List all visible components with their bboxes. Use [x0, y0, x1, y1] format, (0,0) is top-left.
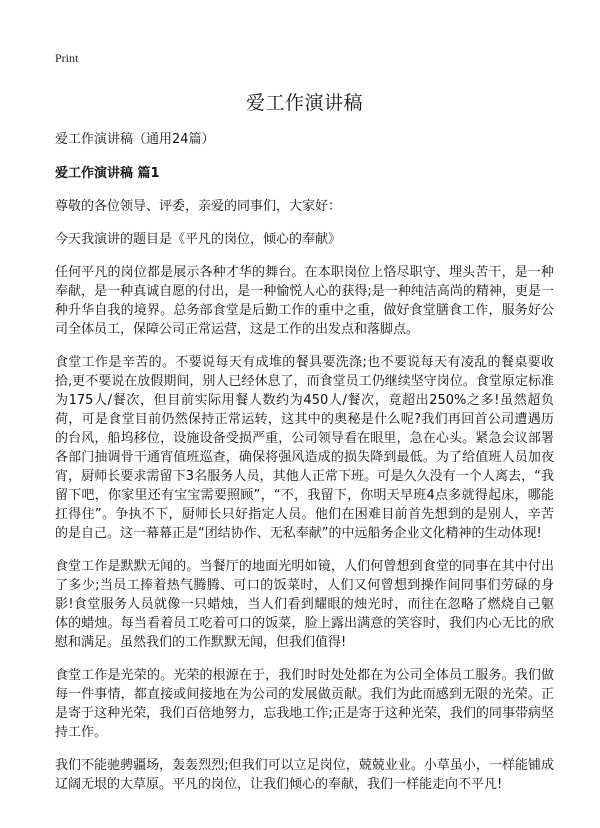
- body-paragraph: 食堂工作是默默无闻的。当餐厅的地面光明如镜，人们何曾想到食堂的同事在其中付出了多少;当员工捧着热气腾腾、可口的饭菜时，人们又何曾想到操作间同事们劳碌的身影!食堂服务人员就像一只蜡烛，当人们看到耀眼的烛光时，而往在忽略了燃烧自己躯体的蜡烛。每当看着员工吃着可口的饭菜，脸上露出满意的笑容时，我们内心无比的欣慰和满足。虽然我们的工作默默无闻，但我们值得!: [55, 559, 554, 650]
- body-paragraph: 食堂工作是辛苦的。不要说每天有成堆的餐具要洗涤;也不要说每天有凌乱的餐桌要收拾,更不要说在放假期间，别人已经休息了，而食堂员工仍继续坚守岗位。食堂原定标准为175人/餐次，但目前实际用餐人数约为450人/餐次，竟超出250%之多!虽然超负荷，可是食堂目前仍然保持正常运转，这其中的奥秘是什么呢?我们再回首公司遭遇历的台风，船坞移位，设施设备受损严重，公司领导看在眼里，急在心头。紧急会议部署各部门抽调骨干通宵值班巡查，确保将强风造成的损失降到最低。为了给值班人员加夜宵，厨师长要求需留下3名服务人员，其他人正常下班。可是久久没有一个人离去，“我留下吧，你家里还有宝宝需要照顾”，“不，我留下，你明天早班4点多就得起床，哪能扛得住”。争执不下，厨师长只好指定人员。他们在困难目前首先想到的是别人，辛苦的是自己。这一幕幕正是“团结协作、无私奉献”的中远船务企业文化精神的生动体现!: [55, 355, 554, 541]
- body-paragraph: 食堂工作是光荣的。光荣的根源在于，我们时时处处都在为公司全体员工服务。我们做每一件事情，都直接或间接地在为公司的发展做贡献。我们为此而感到无限的光荣。正是寄于这种光荣，我们百倍地努力，忘我地工作;正是寄于这种光荣，我们的同事带病坚持工作。: [55, 668, 554, 740]
- body-paragraph: 任何平凡的岗位都是展示各种才华的舞台。在本职岗位上恪尽职守、埋头苦干，是一种奉献，是一种真诚自愿的付出，是一种愉悦人心的获得;是一种纯洁高尚的精神，更是一种升华自我的境界。总务部食堂是后勤工作的重中之重，做好食堂膳食工作，服务好公司全体员工，保障公司正常运营，这是工作的出发点和落脚点。: [55, 265, 554, 337]
- document-subtitle: 爱工作演讲稿（通用24篇）: [55, 132, 215, 147]
- greeting-paragraph: 尊敬的各位领导、评委，亲爱的同事们，大家好：: [55, 199, 342, 214]
- topic-paragraph: 今天我演讲的题目是《平凡的岗位，倾心的奉献》: [55, 232, 342, 247]
- print-link[interactable]: Print: [55, 51, 79, 65]
- page-title: 爱工作演讲稿: [245, 92, 363, 114]
- section-heading: 爱工作演讲稿 篇1: [55, 166, 160, 181]
- closing-paragraph: 我们不能驰骋疆场，轰轰烈烈;但我们可以立足岗位，兢兢业业。小草虽小，一样能铺成辽阔无垠的大草原。平凡的岗位，让我们倾心的奉献，我们一样能走向不平凡!: [55, 758, 554, 792]
